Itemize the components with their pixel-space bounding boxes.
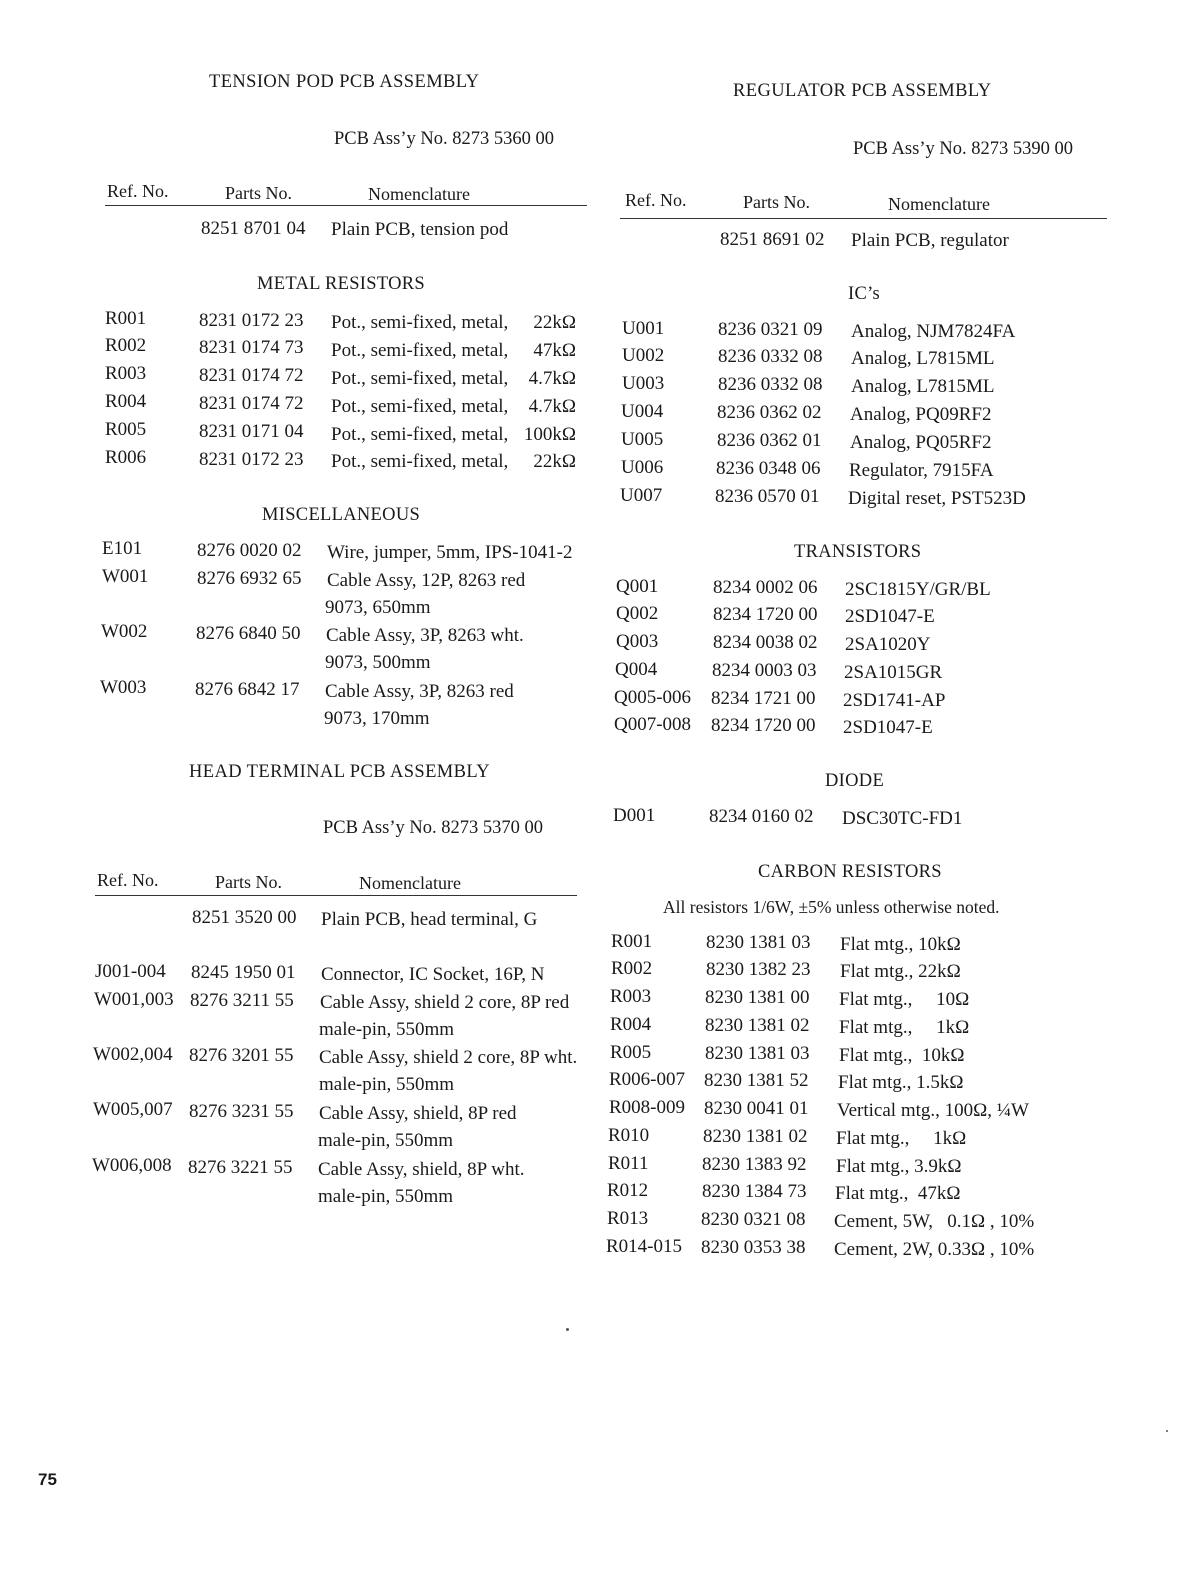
regulator-plain-nomen: Plain PCB, regulator [851, 230, 1009, 251]
list-item-part: 8276 3211 55 [190, 990, 294, 1011]
list-item-ref: E101 [102, 538, 143, 559]
list-item-part: 8276 6842 17 [195, 679, 300, 700]
list-item-nomen: Connector, IC Socket, 16P, N [321, 964, 545, 985]
list-item-part: 8236 0570 01 [715, 486, 820, 507]
list-item-nomen: Cable Assy, 12P, 8263 red [327, 570, 526, 591]
list-item-ref: R012 [607, 1180, 649, 1201]
list-item-part: 8234 1720 00 [713, 604, 818, 625]
list-item-nomen: Cable Assy, shield, 8P wht. [318, 1159, 525, 1180]
list-item-ref: Q003 [616, 631, 659, 652]
tension-plain-part: 8251 8701 04 [201, 218, 306, 239]
list-item-nomen: Cement, 2W, 0.33Ω , 10% [834, 1239, 1035, 1260]
list-item-nomen: DSC30TC-FD1 [842, 808, 963, 829]
list-item-nomen-line2: 9073, 170mm [324, 708, 430, 729]
list-item-part: 8276 3231 55 [189, 1101, 294, 1122]
list-item-value: 22kΩ [533, 312, 576, 333]
list-item-part: 8234 1721 00 [711, 688, 816, 709]
list-item-part: 8230 1381 03 [706, 932, 811, 953]
list-item-part: 8276 0020 02 [197, 540, 302, 561]
list-item-value: 22kΩ [533, 451, 576, 472]
list-item-part: 8234 0003 03 [712, 660, 817, 681]
list-item-value: 4.7kΩ [528, 368, 576, 389]
tension-title: TENSION POD PCB ASSEMBLY [209, 72, 480, 92]
list-item-part: 8234 0160 02 [709, 806, 814, 827]
miscellaneous-title: MISCELLANEOUS [262, 505, 421, 525]
list-item-ref: R002 [105, 335, 147, 356]
list-item-value: 47kΩ [533, 340, 576, 361]
list-item-part: 8231 0174 72 [199, 393, 304, 414]
list-item-nomen: Pot., semi-fixed, metal, [331, 340, 509, 361]
list-item-nomen: Vertical mtg., 100Ω, ¼W [837, 1100, 1029, 1121]
list-item-nomen: Wire, jumper, 5mm, IPS-1041-2 [327, 542, 573, 563]
list-item-nomen: Analog, PQ05RF2 [850, 432, 992, 453]
tension-header-rule [105, 205, 587, 206]
carbon-resistors-title: CARBON RESISTORS [758, 862, 942, 882]
list-item-ref: U001 [622, 318, 665, 339]
list-item-value: 4.7kΩ [528, 396, 576, 417]
list-item-nomen: Flat mtg., 10kΩ [840, 934, 961, 955]
list-item-nomen-line2: 9073, 500mm [325, 652, 431, 673]
list-item-part: 8245 1950 01 [191, 962, 296, 983]
head-terminal-assy-number: PCB Ass’y No. 8273 5370 00 [323, 818, 543, 838]
list-item-part: 8230 1381 00 [705, 987, 810, 1008]
tension-assy-number: PCB Ass’y No. 8273 5360 00 [334, 129, 554, 149]
head-header-nomen: Nomenclature [359, 873, 461, 893]
list-item-ref: Q004 [615, 659, 658, 680]
head-plain-nomen: Plain PCB, head terminal, G [321, 909, 538, 930]
list-item-part: 8230 1384 73 [702, 1181, 807, 1202]
list-item-nomen: Pot., semi-fixed, metal, [331, 312, 509, 333]
list-item-ref: Q001 [616, 576, 659, 597]
regulator-header-nomen: Nomenclature [888, 194, 990, 214]
list-item-nomen: Flat mtg., 10kΩ [839, 1045, 965, 1066]
list-item-part: 8230 1381 02 [703, 1126, 808, 1147]
list-item-ref: R005 [610, 1042, 652, 1063]
tension-header-nomen: Nomenclature [368, 184, 470, 204]
list-item-part: 8231 0171 04 [199, 421, 304, 442]
list-item-nomen: Analog, L7815ML [851, 348, 995, 369]
list-item-nomen: Flat mtg., 10Ω [839, 989, 970, 1010]
list-item-nomen: Pot., semi-fixed, metal, [331, 424, 509, 445]
list-item-part: 8234 0038 02 [713, 632, 818, 653]
list-item-part: 8276 6932 65 [197, 568, 302, 589]
list-item-nomen: 2SD1047-E [843, 717, 933, 738]
list-item-nomen: Flat mtg., 1kΩ [836, 1128, 967, 1149]
list-item-ref: R003 [610, 986, 652, 1007]
list-item-ref: R004 [105, 391, 147, 412]
list-item-nomen: Pot., semi-fixed, metal, [331, 451, 509, 472]
list-item-part: 8236 0321 09 [718, 319, 823, 340]
list-item-part: 8231 0174 73 [199, 337, 304, 358]
print-speck [566, 1328, 569, 1331]
list-item-ref: D001 [613, 805, 656, 826]
list-item-ref: Q002 [616, 603, 659, 624]
list-item-part: 8230 1381 02 [705, 1015, 810, 1036]
list-item-ref: R003 [105, 363, 147, 384]
list-item-nomen: Flat mtg., 1kΩ [839, 1017, 970, 1038]
list-item-nomen: Pot., semi-fixed, metal, [331, 396, 509, 417]
list-item-ref: U004 [621, 401, 664, 422]
list-item-ref: R001 [611, 931, 653, 952]
tension-header-ref: Ref. No. [107, 181, 169, 201]
list-item-ref: R008-009 [609, 1097, 685, 1118]
list-item-ref: Q005-006 [614, 687, 692, 708]
list-item-ref: W005,007 [93, 1099, 173, 1120]
list-item-part: 8236 0348 06 [716, 458, 821, 479]
list-item-nomen: Pot., semi-fixed, metal, [331, 368, 509, 389]
list-item-part: 8234 1720 00 [711, 715, 816, 736]
list-item-ref: R004 [610, 1014, 652, 1035]
list-item-nomen: 2SA1020Y [845, 634, 931, 655]
list-item-ref: R011 [608, 1153, 649, 1174]
head-header-ref: Ref. No. [97, 870, 159, 890]
list-item-ref: R006 [105, 447, 147, 468]
head-header-rule [95, 895, 577, 896]
list-item-nomen: Cable Assy, 3P, 8263 red [325, 681, 514, 702]
list-item-nomen: Flat mtg., 1.5kΩ [838, 1072, 964, 1093]
list-item-ref: U003 [622, 373, 665, 394]
tension-header-parts: Parts No. [225, 183, 292, 203]
list-item-part: 8230 1381 52 [704, 1070, 809, 1091]
head-plain-part: 8251 3520 00 [192, 907, 297, 928]
list-item-part: 8230 0321 08 [701, 1209, 806, 1230]
list-item-nomen: Analog, NJM7824FA [851, 321, 1016, 342]
list-item-nomen: Cable Assy, shield 2 core, 8P red [320, 992, 570, 1013]
regulator-assy-number: PCB Ass’y No. 8273 5390 00 [853, 139, 1073, 159]
page-number: 75 [38, 1470, 57, 1489]
regulator-header-ref: Ref. No. [625, 190, 687, 210]
list-item-nomen: Analog, PQ09RF2 [850, 404, 992, 425]
list-item-ref: U005 [621, 429, 664, 450]
list-item-nomen: Cable Assy, 3P, 8263 wht. [326, 625, 524, 646]
list-item-ref: W002 [101, 621, 148, 642]
list-item-ref: R014-015 [606, 1236, 682, 1257]
list-item-nomen-line2: male-pin, 550mm [318, 1130, 454, 1151]
list-item-ref: W006,008 [92, 1155, 172, 1176]
list-item-nomen: Cement, 5W, 0.1Ω , 10% [834, 1211, 1035, 1232]
transistors-title: TRANSISTORS [794, 542, 922, 562]
list-item-ref: J001-004 [95, 961, 166, 982]
list-item-nomen: Cable Assy, shield, 8P red [319, 1103, 517, 1124]
list-item-part: 8236 0332 08 [718, 374, 823, 395]
list-item-nomen: 2SD1741-AP [843, 690, 946, 711]
list-item-nomen-line2: 9073, 650mm [325, 597, 431, 618]
regulator-plain-part: 8251 8691 02 [720, 229, 825, 250]
carbon-resistors-note: All resistors 1/6W, ±5% unless otherwise noted. [663, 897, 1000, 917]
regulator-header-parts: Parts No. [743, 192, 810, 212]
list-item-nomen: Cable Assy, shield 2 core, 8P wht. [319, 1047, 578, 1068]
list-item-ref: R006-007 [609, 1069, 685, 1090]
list-item-nomen: Flat mtg., 3.9kΩ [836, 1156, 962, 1177]
head-header-parts: Parts No. [215, 872, 282, 892]
regulator-header-rule [620, 218, 1107, 219]
list-item-nomen: Analog, L7815ML [851, 376, 995, 397]
list-item-nomen: 2SD1047-E [845, 606, 935, 627]
list-item-nomen: Flat mtg., 22kΩ [840, 961, 961, 982]
list-item-nomen: Digital reset, PST523D [848, 488, 1026, 509]
list-item-part: 8236 0362 01 [717, 430, 822, 451]
list-item-ref: W001,003 [94, 989, 174, 1010]
list-item-part: 8276 3201 55 [189, 1045, 294, 1066]
tension-plain-nomen: Plain PCB, tension pod [331, 219, 509, 240]
list-item-ref: U007 [620, 485, 663, 506]
list-item-nomen: 2SC1815Y/GR/BL [845, 579, 991, 600]
list-item-nomen: Flat mtg., 47kΩ [835, 1183, 961, 1204]
list-item-part: 8230 1381 03 [705, 1043, 810, 1064]
list-item-ref: R002 [611, 958, 653, 979]
list-item-ref: R013 [607, 1208, 649, 1229]
list-item-part: 8230 0353 38 [701, 1237, 806, 1258]
list-item-part: 8231 0172 23 [199, 310, 304, 331]
list-item-part: 8230 1382 23 [706, 959, 811, 980]
list-item-value: 100kΩ [523, 424, 576, 445]
list-item-ref: W001 [102, 566, 149, 587]
list-item-nomen: 2SA1015GR [844, 662, 943, 683]
list-item-ref: Q007-008 [614, 714, 692, 735]
list-item-ref: R010 [608, 1125, 650, 1146]
list-item-part: 8236 0332 08 [718, 346, 823, 367]
metal-resistors-title: METAL RESISTORS [257, 274, 426, 294]
list-item-part: 8236 0362 02 [717, 402, 822, 423]
diode-title: DIODE [825, 771, 885, 791]
list-item-part: 8230 1383 92 [702, 1154, 807, 1175]
head-terminal-title: HEAD TERMINAL PCB ASSEMBLY [189, 762, 490, 782]
list-item-ref: R001 [105, 308, 147, 329]
list-item-part: 8276 6840 50 [196, 623, 301, 644]
list-item-part: 8276 3221 55 [188, 1157, 293, 1178]
ics-title: IC’s [848, 284, 881, 304]
list-item-ref: W003 [100, 677, 147, 698]
list-item-nomen: Regulator, 7915FA [849, 460, 994, 481]
list-item-nomen-line2: male-pin, 550mm [319, 1074, 455, 1095]
list-item-ref: R005 [105, 419, 147, 440]
list-item-nomen-line2: male-pin, 550mm [318, 1186, 454, 1207]
list-item-ref: W002,004 [93, 1044, 173, 1065]
list-item-part: 8231 0172 23 [199, 449, 304, 470]
regulator-title: REGULATOR PCB ASSEMBLY [733, 81, 992, 101]
list-item-part: 8231 0174 72 [199, 365, 304, 386]
list-item-ref: U006 [621, 457, 664, 478]
list-item-ref: U002 [622, 345, 665, 366]
list-item-nomen-line2: male-pin, 550mm [319, 1019, 455, 1040]
list-item-part: 8230 0041 01 [704, 1098, 809, 1119]
print-speck [1166, 1430, 1168, 1432]
list-item-part: 8234 0002 06 [713, 577, 818, 598]
